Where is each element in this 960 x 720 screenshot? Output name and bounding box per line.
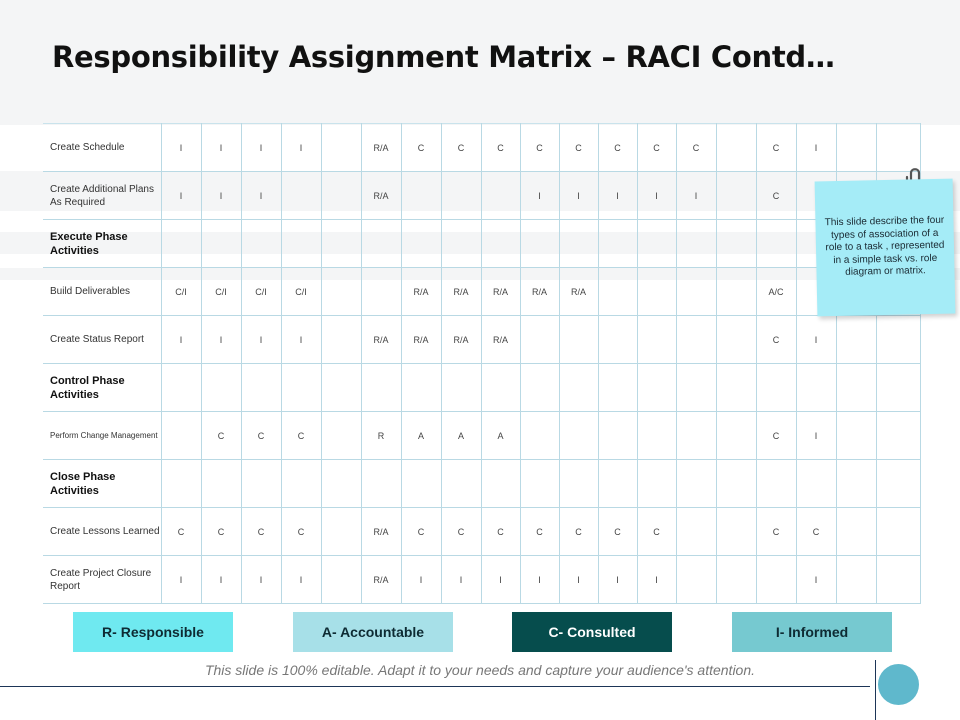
matrix-cell: R/A xyxy=(481,268,520,316)
matrix-cell xyxy=(836,124,876,172)
matrix-cell xyxy=(441,460,481,508)
page-title: Responsibility Assignment Matrix – RACI Contd… xyxy=(52,40,835,74)
matrix-cell xyxy=(161,220,201,268)
matrix-cell xyxy=(281,460,321,508)
matrix-cell xyxy=(676,412,716,460)
matrix-cell: C/I xyxy=(161,268,201,316)
matrix-cell: C xyxy=(481,124,520,172)
matrix-cell xyxy=(201,220,241,268)
matrix-cell: R/A xyxy=(361,556,401,604)
matrix-cell: C xyxy=(481,508,520,556)
matrix-cell: C xyxy=(756,316,796,364)
matrix-cell xyxy=(401,460,441,508)
matrix-cell xyxy=(559,220,598,268)
matrix-cell: A xyxy=(441,412,481,460)
phase-heading: Execute Phase Activities xyxy=(43,220,161,268)
matrix-cell xyxy=(321,556,361,604)
matrix-cell: R/A xyxy=(441,316,481,364)
matrix-cell xyxy=(676,268,716,316)
matrix-cell: C xyxy=(281,412,321,460)
activity-label: Create Status Report xyxy=(43,316,161,364)
matrix-cell xyxy=(598,220,637,268)
matrix-cell xyxy=(836,316,876,364)
activity-label: Create Project Closure Report xyxy=(43,556,161,604)
matrix-cell: I xyxy=(520,172,559,220)
matrix-cell: C xyxy=(637,508,676,556)
matrix-cell: C xyxy=(441,124,481,172)
legend-consulted: C- Consulted xyxy=(512,612,672,652)
footer-text: This slide is 100% editable. Adapt it to your needs and capture your audience's attention. xyxy=(204,662,756,678)
raci-matrix xyxy=(43,123,921,604)
matrix-cell xyxy=(441,172,481,220)
matrix-cell xyxy=(676,220,716,268)
matrix-cell: A xyxy=(401,412,441,460)
matrix-cell: I xyxy=(401,556,441,604)
matrix-cell: I xyxy=(201,556,241,604)
matrix-cell xyxy=(241,460,281,508)
matrix-cell xyxy=(876,364,920,412)
matrix-cell: I xyxy=(161,556,201,604)
matrix-cell xyxy=(241,364,281,412)
matrix-cell xyxy=(876,412,920,460)
phase-heading: Control Phase Activities xyxy=(43,364,161,412)
matrix-cell xyxy=(559,412,598,460)
matrix-cell xyxy=(401,220,441,268)
matrix-cell xyxy=(716,460,756,508)
matrix-row xyxy=(43,412,920,460)
matrix-row xyxy=(43,460,920,508)
footer-divider xyxy=(0,686,870,687)
matrix-cell: R/A xyxy=(361,316,401,364)
matrix-cell: I xyxy=(441,556,481,604)
matrix-cell: A/C xyxy=(756,268,796,316)
matrix-row xyxy=(43,364,920,412)
matrix-cell xyxy=(716,268,756,316)
matrix-cell xyxy=(481,220,520,268)
matrix-cell xyxy=(281,364,321,412)
matrix-cell xyxy=(598,412,637,460)
matrix-cell: I xyxy=(796,412,836,460)
matrix-cell xyxy=(441,220,481,268)
matrix-cell xyxy=(520,460,559,508)
matrix-cell xyxy=(321,412,361,460)
matrix-cell xyxy=(321,124,361,172)
matrix-cell xyxy=(637,316,676,364)
matrix-cell xyxy=(598,460,637,508)
matrix-cell xyxy=(756,460,796,508)
matrix-row xyxy=(43,268,920,316)
matrix-cell: C xyxy=(520,508,559,556)
legend-informed: I- Informed xyxy=(732,612,892,652)
matrix-cell xyxy=(676,460,716,508)
matrix-cell: I xyxy=(201,172,241,220)
matrix-cell xyxy=(441,364,481,412)
matrix-cell: C xyxy=(201,508,241,556)
matrix-cell: C xyxy=(401,508,441,556)
matrix-cell: R/A xyxy=(361,124,401,172)
phase-heading: Close Phase Activities xyxy=(43,460,161,508)
matrix-cell xyxy=(520,220,559,268)
matrix-cell xyxy=(716,172,756,220)
matrix-cell: C xyxy=(796,508,836,556)
matrix-cell xyxy=(756,556,796,604)
matrix-cell: I xyxy=(598,172,637,220)
footer-vertical-divider xyxy=(875,660,876,720)
activity-label: Create Additional Plans As Required xyxy=(43,172,161,220)
matrix-cell xyxy=(559,460,598,508)
matrix-row xyxy=(43,556,920,604)
matrix-cell: C xyxy=(241,412,281,460)
matrix-cell xyxy=(756,364,796,412)
matrix-cell xyxy=(361,220,401,268)
matrix-cell xyxy=(676,364,716,412)
matrix-cell xyxy=(716,412,756,460)
matrix-cell xyxy=(756,220,796,268)
matrix-cell: C xyxy=(756,412,796,460)
matrix-cell xyxy=(796,460,836,508)
activity-label: Build Deliverables xyxy=(43,268,161,316)
matrix-cell: I xyxy=(520,556,559,604)
matrix-cell xyxy=(281,172,321,220)
matrix-cell: I xyxy=(559,172,598,220)
matrix-cell xyxy=(281,220,321,268)
matrix-cell: I xyxy=(796,316,836,364)
matrix-cell xyxy=(321,364,361,412)
matrix-cell xyxy=(876,508,920,556)
matrix-cell: R/A xyxy=(401,316,441,364)
matrix-cell xyxy=(836,556,876,604)
matrix-cell: R/A xyxy=(401,268,441,316)
matrix-cell xyxy=(716,124,756,172)
matrix-cell: C xyxy=(756,172,796,220)
matrix-cell xyxy=(716,364,756,412)
matrix-cell xyxy=(598,364,637,412)
matrix-cell: C xyxy=(241,508,281,556)
matrix-cell: I xyxy=(481,556,520,604)
matrix-cell xyxy=(876,460,920,508)
activity-label: Create Lessons Learned xyxy=(43,508,161,556)
matrix-cell: I xyxy=(201,316,241,364)
matrix-cell xyxy=(716,556,756,604)
matrix-cell: R/A xyxy=(361,172,401,220)
matrix-row xyxy=(43,220,920,268)
matrix-cell: C xyxy=(441,508,481,556)
matrix-cell xyxy=(716,508,756,556)
matrix-cell: I xyxy=(241,556,281,604)
matrix-cell: C xyxy=(520,124,559,172)
matrix-cell: I xyxy=(281,556,321,604)
matrix-cell xyxy=(201,364,241,412)
matrix-cell xyxy=(161,460,201,508)
matrix-cell: I xyxy=(281,124,321,172)
matrix-cell xyxy=(520,316,559,364)
matrix-cell: C xyxy=(756,508,796,556)
matrix-cell: I xyxy=(281,316,321,364)
matrix-cell xyxy=(676,556,716,604)
matrix-cell: R/A xyxy=(361,508,401,556)
matrix-cell xyxy=(321,220,361,268)
matrix-cell xyxy=(401,364,441,412)
matrix-cell xyxy=(361,460,401,508)
matrix-cell xyxy=(716,316,756,364)
matrix-cell: I xyxy=(161,172,201,220)
matrix-cell xyxy=(716,220,756,268)
matrix-cell: C xyxy=(161,508,201,556)
matrix-cell: C/I xyxy=(241,268,281,316)
matrix-cell xyxy=(321,508,361,556)
matrix-cell xyxy=(361,364,401,412)
matrix-cell xyxy=(321,460,361,508)
matrix-cell xyxy=(361,268,401,316)
matrix-cell xyxy=(481,364,520,412)
matrix-cell: I xyxy=(161,124,201,172)
matrix-cell xyxy=(321,268,361,316)
sticky-note: This slide describe the four types of association of a role to a task , represented in a simple task vs. role diagram or matrix. xyxy=(815,179,956,317)
matrix-row xyxy=(43,172,920,220)
matrix-row xyxy=(43,508,920,556)
matrix-cell xyxy=(241,220,281,268)
matrix-cell: C xyxy=(637,124,676,172)
matrix-cell xyxy=(520,412,559,460)
matrix-cell xyxy=(676,316,716,364)
matrix-cell: I xyxy=(676,172,716,220)
matrix-row xyxy=(43,124,920,172)
matrix-cell: I xyxy=(241,172,281,220)
matrix-cell: I xyxy=(161,316,201,364)
matrix-cell xyxy=(598,316,637,364)
matrix-cell: R/A xyxy=(520,268,559,316)
matrix-cell xyxy=(161,364,201,412)
matrix-cell: I xyxy=(598,556,637,604)
matrix-row xyxy=(43,316,920,364)
matrix-cell xyxy=(520,364,559,412)
matrix-cell: C xyxy=(401,124,441,172)
activity-label: Perform Change Management xyxy=(43,412,161,460)
matrix-cell: R xyxy=(361,412,401,460)
matrix-cell: I xyxy=(796,556,836,604)
matrix-cell xyxy=(637,220,676,268)
matrix-cell xyxy=(559,316,598,364)
matrix-cell xyxy=(876,316,920,364)
matrix-cell: C xyxy=(201,412,241,460)
matrix-cell xyxy=(637,460,676,508)
matrix-cell xyxy=(598,268,637,316)
matrix-cell: C xyxy=(559,124,598,172)
matrix-cell xyxy=(676,508,716,556)
matrix-cell: R/A xyxy=(441,268,481,316)
matrix-cell xyxy=(161,412,201,460)
decorative-circle xyxy=(878,664,919,705)
matrix-cell: C/I xyxy=(201,268,241,316)
matrix-cell: I xyxy=(796,124,836,172)
matrix-cell: I xyxy=(559,556,598,604)
matrix-cell xyxy=(637,364,676,412)
matrix-cell: C/I xyxy=(281,268,321,316)
activity-label: Create Schedule xyxy=(43,124,161,172)
matrix-cell: C xyxy=(756,124,796,172)
matrix-cell xyxy=(481,460,520,508)
matrix-cell xyxy=(401,172,441,220)
matrix-cell: C xyxy=(559,508,598,556)
matrix-cell xyxy=(321,316,361,364)
matrix-cell: A xyxy=(481,412,520,460)
matrix-cell: C xyxy=(598,508,637,556)
matrix-cell xyxy=(201,460,241,508)
matrix-cell: R/A xyxy=(481,316,520,364)
matrix-cell xyxy=(559,364,598,412)
matrix-cell: I xyxy=(241,124,281,172)
matrix-cell xyxy=(836,364,876,412)
matrix-cell xyxy=(637,412,676,460)
matrix-cell xyxy=(481,172,520,220)
matrix-cell xyxy=(637,268,676,316)
matrix-cell xyxy=(836,412,876,460)
matrix-cell: I xyxy=(637,556,676,604)
matrix-cell: I xyxy=(637,172,676,220)
legend-accountable: A- Accountable xyxy=(293,612,453,652)
matrix-cell xyxy=(796,364,836,412)
matrix-cell xyxy=(321,172,361,220)
matrix-cell: C xyxy=(281,508,321,556)
matrix-cell: I xyxy=(201,124,241,172)
matrix-cell: C xyxy=(598,124,637,172)
matrix-cell: C xyxy=(676,124,716,172)
matrix-cell xyxy=(836,460,876,508)
matrix-cell xyxy=(876,556,920,604)
legend-responsible: R- Responsible xyxy=(73,612,233,652)
matrix-cell: I xyxy=(241,316,281,364)
matrix-cell xyxy=(836,508,876,556)
matrix-cell: R/A xyxy=(559,268,598,316)
